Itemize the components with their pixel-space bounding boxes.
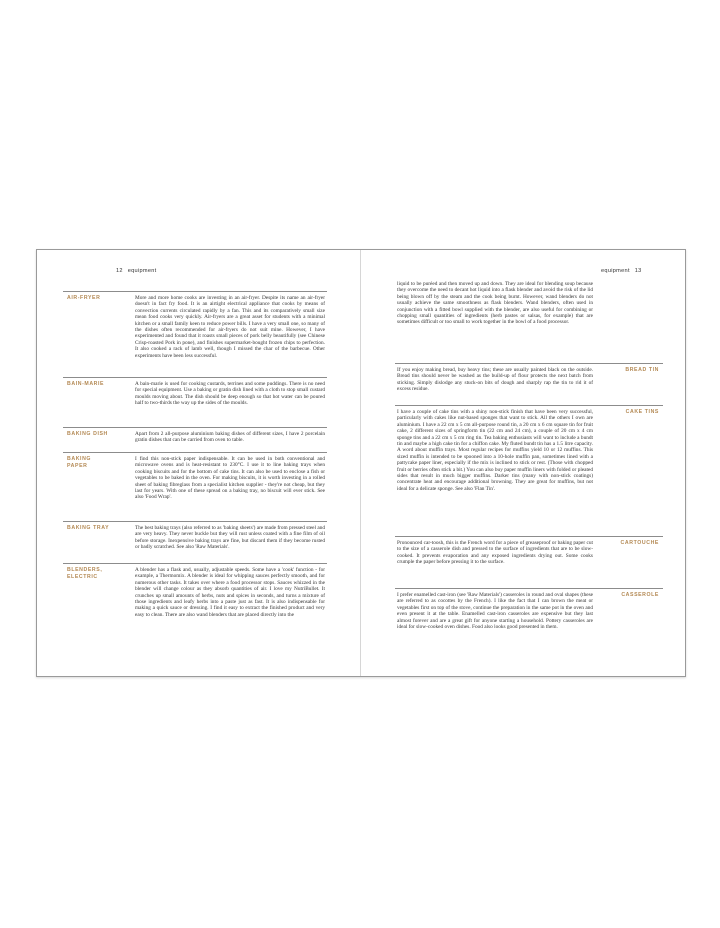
entry-label: BAKING DISH [67,431,108,437]
entry-label: CARTOUCHE [620,540,659,546]
entry-text: I have a couple of cake tins with a shiny non-stick finish that have been very successful, particularly with cakes like nut-based sponges that want to stick. All the others I own are aluminium. I have a 22 cm x 5 cm all-purpose round tin, a 20 cm x 6 cm square tin for fruit cake, 2 different sizes of springform tin (22 cm and 24 cm), a couple of 20 cm x 4 cm sponge tins and a 22 cm x 5 cm ring tin. Tea baking enthusiasts will want to include a bundt tin and maybe a high cake tin for a chiffon cake. My fluted bundt tin has a 1.5 litre capacity. A word about muffin trays. Most regular recipes for muffins yield 10 or 12 muffins. This sized muffin is intended to be spooned into a 10-hole muffin pan, sometimes lined with a pattycake paper liner, especially if the mix is inclined to stick or rest. (Those with chopped fruit or berries often stick a bit.) You can also buy paper muffin liners with folded or pleated sides that result in much bigger muffins. Darker tins (many with non-stick coatings) concentrate heat and encourage additional browning. They are great for muffins, but not ideal for a delicate sponge. See also 'Flan Tin'. [397,409,593,492]
left-page-number: 12 [116,268,123,274]
entry-label: BREAD TIN [625,367,659,373]
entry-baking-paper [63,452,327,519]
right-running-head [601,268,645,274]
entry-bain-marie [63,377,327,426]
entry-cake-tins [395,405,663,530]
entry-text: If you enjoy making bread, buy heavy tins; these are usually painted black on the outside. Bread tins should never be washed as the build-up of flour protects the next batch from sticking. Simply dislodge any stuck-on bits of dough and sharply rap the tin to rid it of excess residue. [397,367,593,393]
right-page-number: 13 [634,268,642,274]
left-running-head [113,268,157,274]
entry-label: AIR-FRYER [67,295,101,301]
book-spread [36,249,686,677]
entry-baking-dish [63,427,327,451]
entry-text: A blender has a flask and, usually, adjustable speeds. Some have a 'cook' function - for example, a Thermomix. A blender is ideal for whipping sauces perfectly smooth, and for numerous other tasks. It takes over where a food processor stops. Sauces whizzed in the blender will change colour as they absorb quantities of air. I love my NutriBullet. It crunches up small amounts of herbs, nuts and spices in seconds, and turns a mixture of those ingredients and leafy herbs into a paste just as fast. It is also indispensable for making a quick sauce or dressing. I find it easy to extract the finished product and very easy to clean. There are also wand blenders that are placed directly into the [135,567,325,618]
entry-baking-tray [63,521,327,562]
entry-label: BAKING PAPER [67,456,92,469]
entry-cartouche [395,536,663,583]
entry-text: I find this non-stick paper indispensable. It can be used in both conventional and microwave ovens and is heat-resistant to 230°C. I use it to line baking trays when cooking biscuits and for the bottom of cake tins. It can also be used to enclose a fish or vegetables to be baked in the oven. For making biscuits, it is worth investing in a rolled sheet of baking fibreglass from a specialist kitchen supplier - they're not cheap, but they last for years. With one of these spread on a baking tray, no biscuit will ever stick. See also 'Food Wrap'. [135,456,325,501]
entry-text: I prefer enamelled cast-iron (see 'Raw Materials') casseroles in round and oval shapes (these are referred to as cocottes by the French). I like the fact that I can brown the meat or vegetables first on top of the stove, continue the preparation in the same pot in the oven and even present it at the table. Enamelled cast-iron casseroles are expensive but they last almost forever and are a great gift for anyone starting a household. Pottery casseroles are ideal for slow-cooked oven dishes. Food also looks good presented in them. [397,592,593,631]
entry-bread-tin [395,363,663,400]
entry-air-fryer [63,291,327,376]
entry-blenders-electric [63,563,327,664]
entry-text: Pronounced car-toosh, this is the French word for a piece of greaseproof or baking paper cut to the size of a casserole dish and pressed to the surface of ingredients that are to be slow-cooked. It prevents evaporation and any exposed ingredients drying out. Some cooks crumple the paper before pressing it to the surface. [397,540,593,566]
left-page [37,250,360,676]
left-running-head-title: equipment [127,268,157,274]
continued-text: liquid to be puréed and then moved up and down. They are ideal for blending soup because they overcome the need to decant hot liquid into a flask blender and avoid the risk of the lid being blown off by the steam and the cook being burnt. However, wand blenders do not usually achieve the same smoothness as flask blenders. Wand blenders, often used in conjunction with a fitted bowl supplied with the blender, are also useful for combining or chopping small quantities of ingredients (herb pastes or salsas, for example) that are sometimes difficult or too small to work together in the bowl of a food processor. [397,281,593,326]
entry-text: A bain-marie is used for cooking custards, terrines and some puddings. There is no need for special equipment. Use a baking or gratin dish lined with a cloth to stop small custard moulds moving about. The dish should be deep enough so that hot water can be poured half to two-thirds the way up the sides of the moulds. [135,381,325,407]
entry-label: BAKING TRAY [67,525,110,531]
entry-label: BAIN-MARIE [67,381,105,387]
entry-casserole [395,588,663,659]
entry-text: The best baking trays (also referred to as 'baking sheets') are made from pressed steel and are very heavy. They never buckle but they will rust unless coated with a fine film of oil before storage. Inexpensive baking trays are fine, but discard them if they become rusted or badly scratched. See also 'Raw Materials'. [135,525,325,551]
entry-label: CAKE TINS [625,409,659,415]
entry-text: Apart from 2 all-purpose aluminium baking dishes of different sizes, I have 2 porcelain gratin dishes that can be carried from oven to table. [135,431,325,444]
entry-text: More and more home cooks are investing in an air-fryer. Despite its name an air-fryer doesn't in fact fry food. It is an airtight electrical appliance that cooks by means of convection currents circulated rapidly by a fan. This and its comparatively small size mean food cooks very quickly. Air-fryers are a great asset for students with a minimal kitchen or a small family keen to reduce power bills. I have a very small one, so many of the dishes often recommended for air-fryers do not suit mine. However, I have experimented and found that it roasts small pieces of pork belly beautifully (see Chinese Crisp-roasted Pork in pone), and finishes supermarket-bought frozen chips to perfection. It also cooked a rack of lamb well, though I missed the char of the barbecue. Other experiments have been less successful. [135,295,325,359]
entry-label: BLENDERS, ELECTRIC [67,567,103,580]
right-running-head-title: equipment [601,268,630,274]
right-page [361,250,685,676]
entry-label: CASSEROLE [621,592,659,598]
